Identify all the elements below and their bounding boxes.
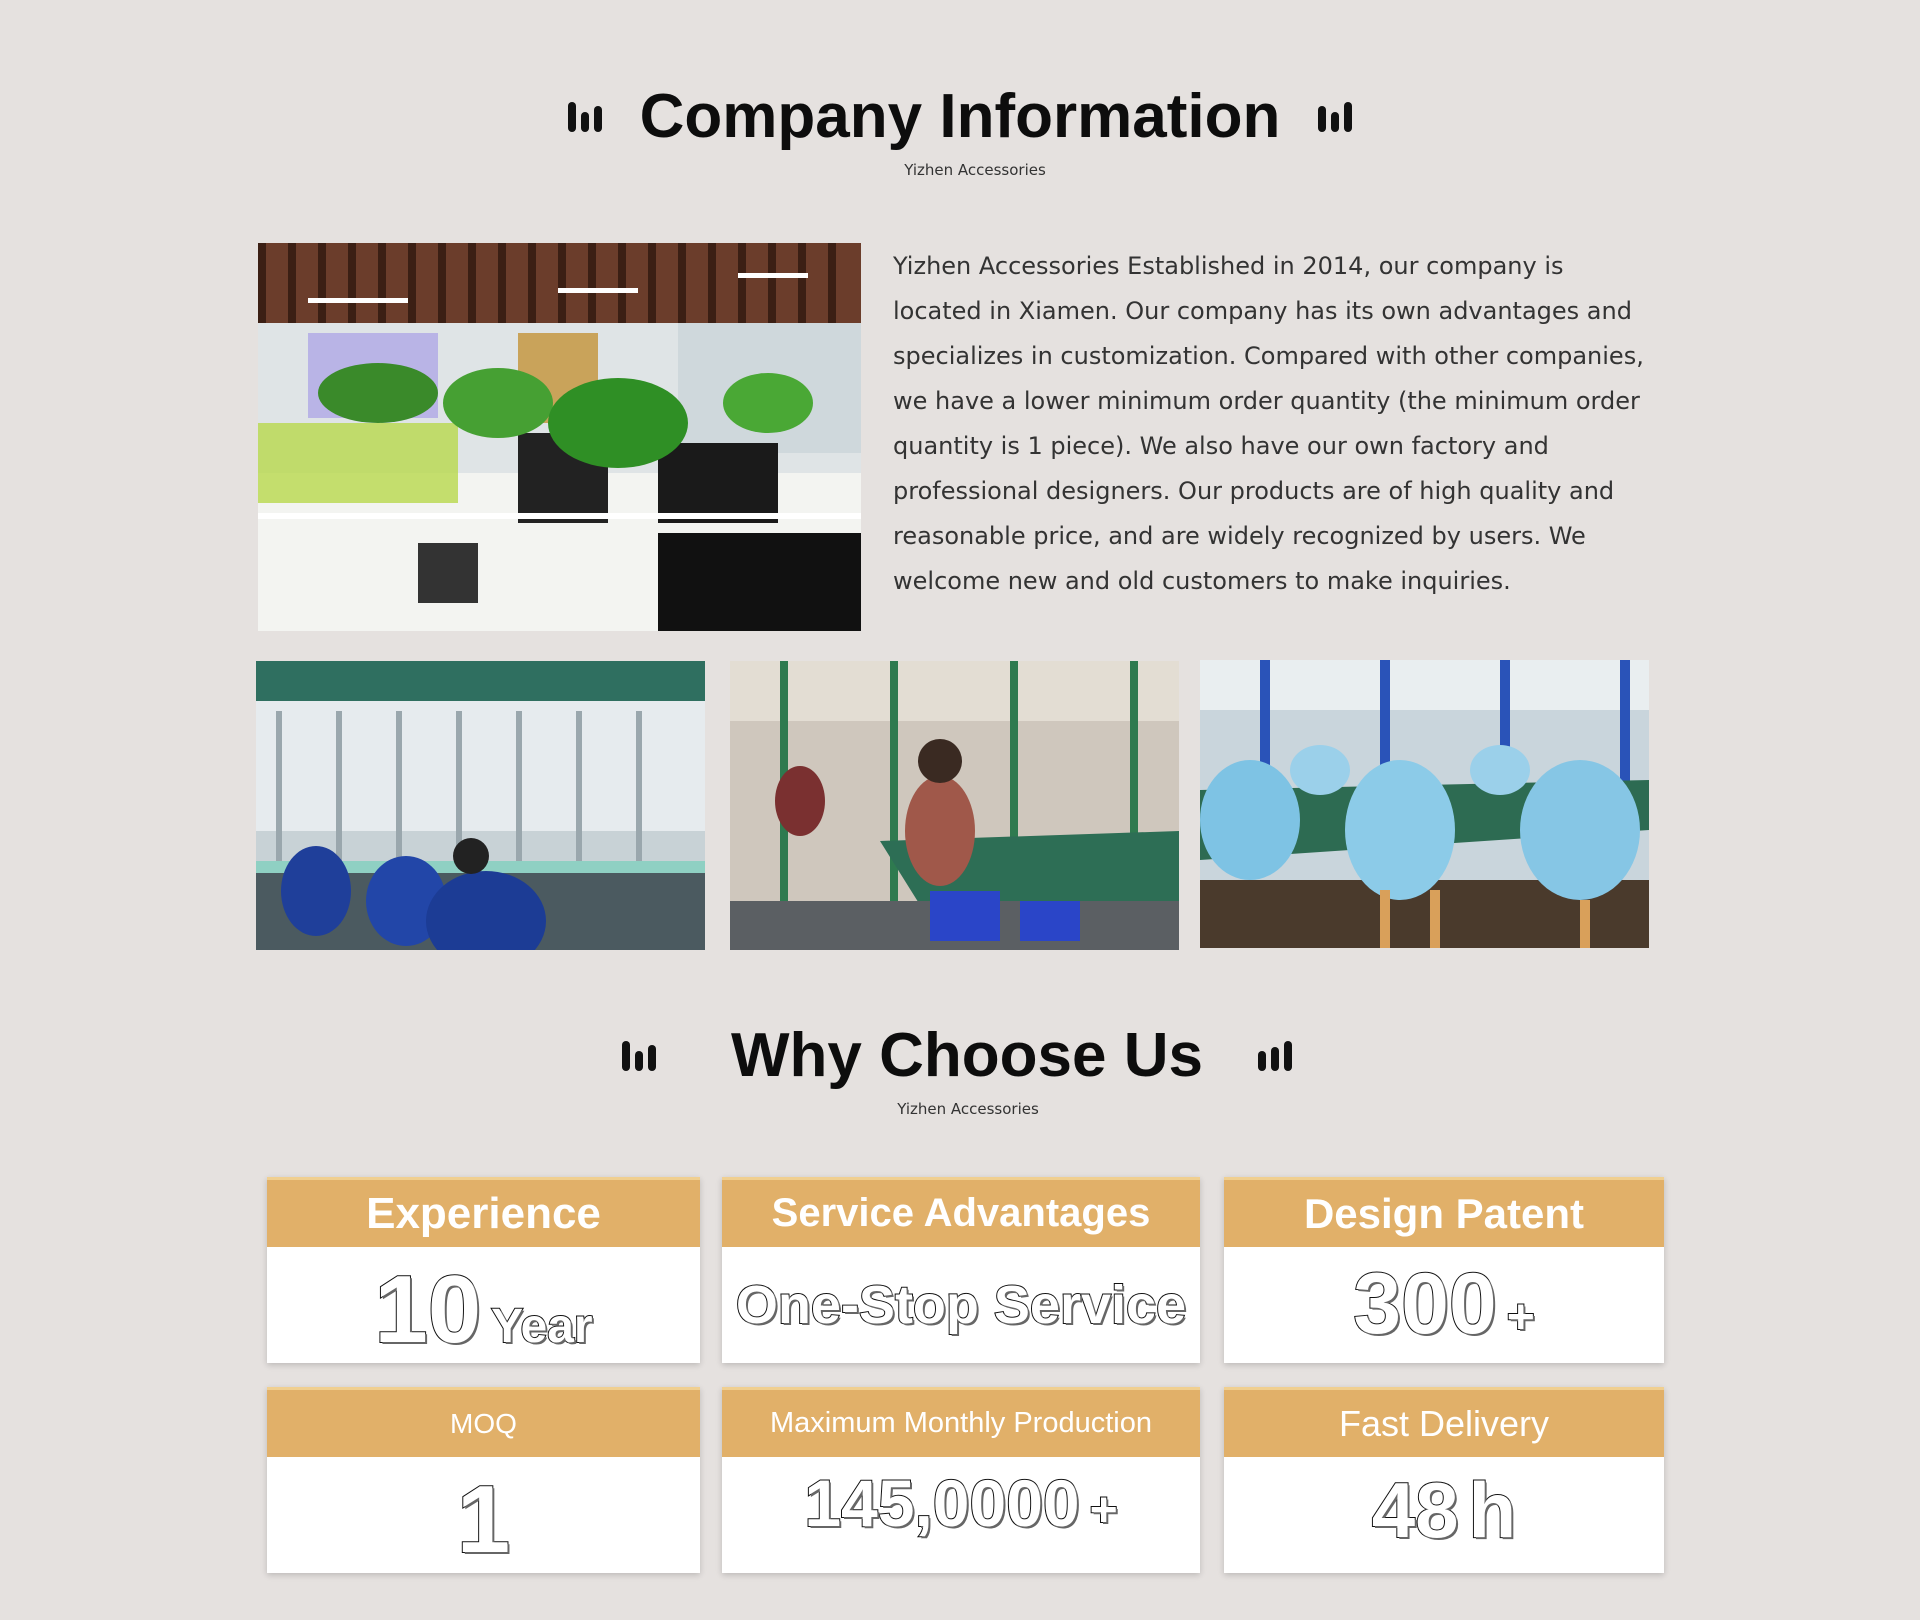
cleanroom-photo: [1200, 660, 1649, 948]
card-suffix: Year: [491, 1300, 593, 1353]
why-title: Why Choose Us: [731, 1021, 1203, 1090]
service-card: [722, 1177, 1200, 1363]
card-number: 48: [1371, 1466, 1459, 1554]
company-title-row: [0, 82, 1920, 151]
why-title-row: [0, 1021, 1917, 1090]
moq-card: [267, 1387, 700, 1573]
card-header: [1224, 1177, 1664, 1247]
title-bars-icon: [568, 102, 602, 132]
card-header: [267, 1387, 700, 1457]
company-subtitle: Yizhen Accessories: [904, 161, 1046, 179]
card-suffix: +: [1506, 1291, 1535, 1344]
delivery-card: [1224, 1387, 1664, 1573]
card-label: Design Patent: [1303, 1189, 1585, 1237]
card-value: [1224, 1457, 1664, 1573]
card-number: 145,0000: [804, 1466, 1080, 1540]
card-number: One-Stop Service: [735, 1275, 1187, 1335]
why-subtitle: Yizhen Accessories: [897, 1100, 1039, 1118]
title-bars-icon: [1318, 102, 1352, 132]
office-photo: [258, 243, 861, 631]
card-label: Maximum Monthly Production: [770, 1407, 1152, 1439]
card-value: [267, 1457, 700, 1573]
production-card: [722, 1387, 1200, 1573]
experience-card: [267, 1177, 700, 1363]
card-label: MOQ: [450, 1407, 517, 1439]
company-title: Company Information: [639, 82, 1281, 151]
card-value: [267, 1247, 700, 1363]
card-suffix: +: [1089, 1484, 1118, 1537]
company-description-text: Yizhen Accessories Established in 2014, our company is located in Xiamen. Our company has its own advantages and specializes in customization. Compared with other companies, we have a lower minimum order quantity (the minimum order quantity is 1 piece). We also have our own factory and professional designers. Our products are of high quality and reasonable price, and are widely recognized by users. We welcome new and old customers to make inquiries.: [893, 252, 1644, 595]
patent-card: [1224, 1177, 1664, 1363]
card-label: Fast Delivery: [1338, 1402, 1550, 1444]
assembly-line-photo: [256, 661, 705, 950]
title-bars-icon: [1258, 1041, 1292, 1071]
card-value: [722, 1247, 1200, 1363]
title-bars-icon: [622, 1041, 656, 1071]
card-number: 10: [374, 1256, 482, 1363]
company-description: [893, 244, 1653, 604]
card-header: [722, 1177, 1200, 1247]
card-number: 1: [456, 1466, 511, 1573]
card-value: [1224, 1247, 1664, 1363]
card-header: [722, 1387, 1200, 1457]
card-number: 300: [1353, 1256, 1497, 1352]
card-suffix: h: [1468, 1466, 1517, 1554]
card-label: Experience: [366, 1188, 601, 1238]
workshop-photo: [730, 661, 1179, 950]
card-header: [267, 1177, 700, 1247]
card-label: Service Advantages: [771, 1191, 1151, 1235]
card-header: [1224, 1387, 1664, 1457]
card-value: [722, 1457, 1200, 1573]
